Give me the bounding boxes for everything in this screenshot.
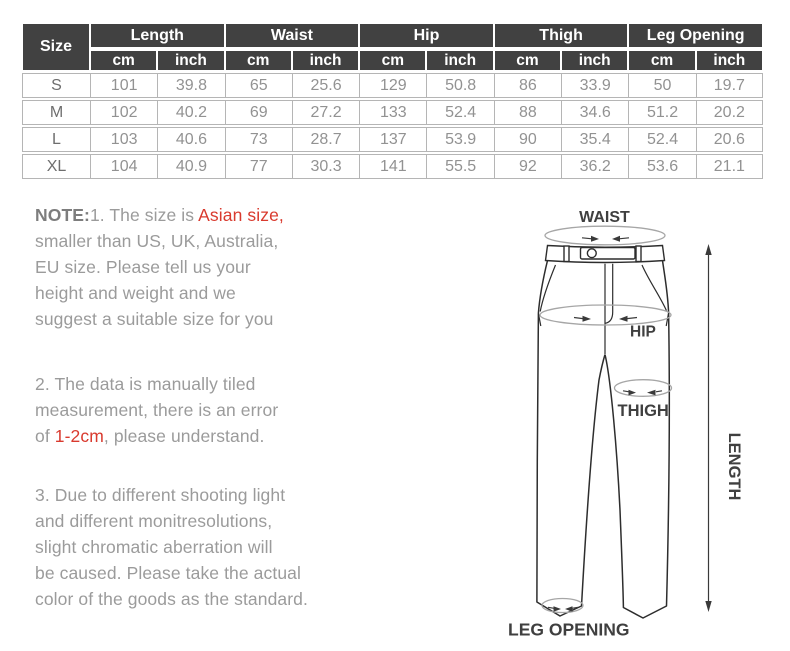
note-label: NOTE: <box>35 205 90 225</box>
leg-opening-measure-ellipse <box>542 599 583 613</box>
table-cell: 28.7 <box>292 127 359 152</box>
note-text: 2. The data is manually tiled <box>35 374 256 394</box>
table-row <box>22 127 763 152</box>
note-text: color of the goods as the standard. <box>35 589 308 609</box>
unit-cm-cell: cm <box>359 50 426 71</box>
note-text: 3. Due to different shooting light <box>35 485 286 505</box>
size-cell: XL <box>22 154 90 179</box>
note-measurement-error <box>35 371 387 449</box>
note-text: of <box>35 426 55 446</box>
table-header-cell: Thigh <box>494 23 629 48</box>
table-header-cell: Length <box>90 23 225 48</box>
length-arrow <box>705 244 711 612</box>
table-cell: 20.6 <box>696 127 763 152</box>
table-row <box>22 154 763 179</box>
table-cell: 104 <box>90 154 157 179</box>
belt-loop-left <box>564 246 569 262</box>
belt-loop-right <box>636 246 641 262</box>
unit-cm-cell: cm <box>225 50 292 71</box>
table-cell: 39.8 <box>157 73 224 98</box>
note-highlight-red: 1-2cm <box>54 426 104 446</box>
note-highlight-red: Asian size, <box>198 205 284 225</box>
table-cell: 34.6 <box>561 100 628 125</box>
thigh-arrows <box>623 390 662 396</box>
table-header-cell: Hip <box>359 23 494 48</box>
table-cell: 88 <box>494 100 561 125</box>
table-cell: 30.3 <box>292 154 359 179</box>
table-header-cell: Waist <box>225 23 360 48</box>
fly-seam <box>605 264 613 354</box>
table-cell: 133 <box>359 100 426 125</box>
note-text: be caused. Please take the actual <box>35 563 301 583</box>
unit-cm-cell: cm <box>90 50 157 71</box>
table-cell: 103 <box>90 127 157 152</box>
table-cell: 40.2 <box>157 100 224 125</box>
unit-inch-cell: inch <box>696 50 763 71</box>
pants-left-leg-outline <box>537 261 605 617</box>
table-cell: 35.4 <box>561 127 628 152</box>
table-cell: 36.2 <box>561 154 628 179</box>
pocket-seams <box>539 265 669 326</box>
table-cell: 73 <box>225 127 292 152</box>
size-header-cell: Size <box>22 23 90 71</box>
table-cell: 101 <box>90 73 157 98</box>
waist-measure-ellipse <box>545 226 665 245</box>
table-cell: 90 <box>494 127 561 152</box>
table-cell: 19.7 <box>696 73 763 98</box>
table-cell: 50 <box>628 73 695 98</box>
note-text: measurement, there is an error <box>35 400 279 420</box>
table-cell: 69 <box>225 100 292 125</box>
table-cell: 55.5 <box>426 154 493 179</box>
table-cell: 51.2 <box>628 100 695 125</box>
unit-inch-cell: inch <box>426 50 493 71</box>
pants-right-leg-outline <box>605 261 669 619</box>
table-cell: 40.6 <box>157 127 224 152</box>
table-cell: 52.4 <box>628 127 695 152</box>
table-cell: 141 <box>359 154 426 179</box>
note-text: EU size. Please tell us your <box>35 257 251 277</box>
leg-opening-label: LEG OPENING <box>508 619 630 640</box>
size-cell: L <box>22 127 90 152</box>
table-row <box>22 73 763 98</box>
note-asian-size <box>35 202 387 332</box>
table-cell: 52.4 <box>426 100 493 125</box>
size-table-body <box>22 73 763 179</box>
note-color-aberration <box>35 482 387 612</box>
waistband-button <box>587 249 596 258</box>
table-cell: 129 <box>359 73 426 98</box>
table-cell: 33.9 <box>561 73 628 98</box>
unit-inch-cell: inch <box>292 50 359 71</box>
table-cell: 65 <box>225 73 292 98</box>
note-text: height and weight and we <box>35 283 236 303</box>
unit-cm-cell: cm <box>494 50 561 71</box>
table-cell: 137 <box>359 127 426 152</box>
table-cell: 40.9 <box>157 154 224 179</box>
table-row <box>22 100 763 125</box>
table-cell: 25.6 <box>292 73 359 98</box>
note-text: smaller than US, UK, Australia, <box>35 231 279 251</box>
size-table-header <box>22 23 763 71</box>
waist-label: WAIST <box>579 209 630 226</box>
note-text: and different monitresolutions, <box>35 511 273 531</box>
waist-arrows <box>582 236 629 242</box>
size-table <box>22 21 763 181</box>
unit-inch-cell: inch <box>157 50 224 71</box>
table-cell: 53.9 <box>426 127 493 152</box>
hip-label: HIP <box>630 323 656 341</box>
table-cell: 50.8 <box>426 73 493 98</box>
table-cell: 20.2 <box>696 100 763 125</box>
pants-measurement-diagram <box>490 195 790 651</box>
thigh-label: THIGH <box>617 402 669 420</box>
note-text: 1. The size is <box>89 205 199 225</box>
table-header-cell: Leg Opening <box>628 23 763 48</box>
note-text: slight chromatic aberration will <box>35 537 273 557</box>
table-cell: 102 <box>90 100 157 125</box>
table-cell: 53.6 <box>628 154 695 179</box>
thigh-measure-ellipse <box>615 380 672 397</box>
size-cell: M <box>22 100 90 125</box>
table-cell: 21.1 <box>696 154 763 179</box>
note-text: , please understand. <box>103 426 265 446</box>
table-cell: 27.2 <box>292 100 359 125</box>
length-label: LENGTH <box>725 432 743 501</box>
note-text: suggest a suitable size for you <box>35 309 274 329</box>
table-cell: 77 <box>225 154 292 179</box>
size-cell: S <box>22 73 90 98</box>
unit-inch-cell: inch <box>561 50 628 71</box>
table-cell: 92 <box>494 154 561 179</box>
unit-cm-cell: cm <box>628 50 695 71</box>
table-cell: 86 <box>494 73 561 98</box>
